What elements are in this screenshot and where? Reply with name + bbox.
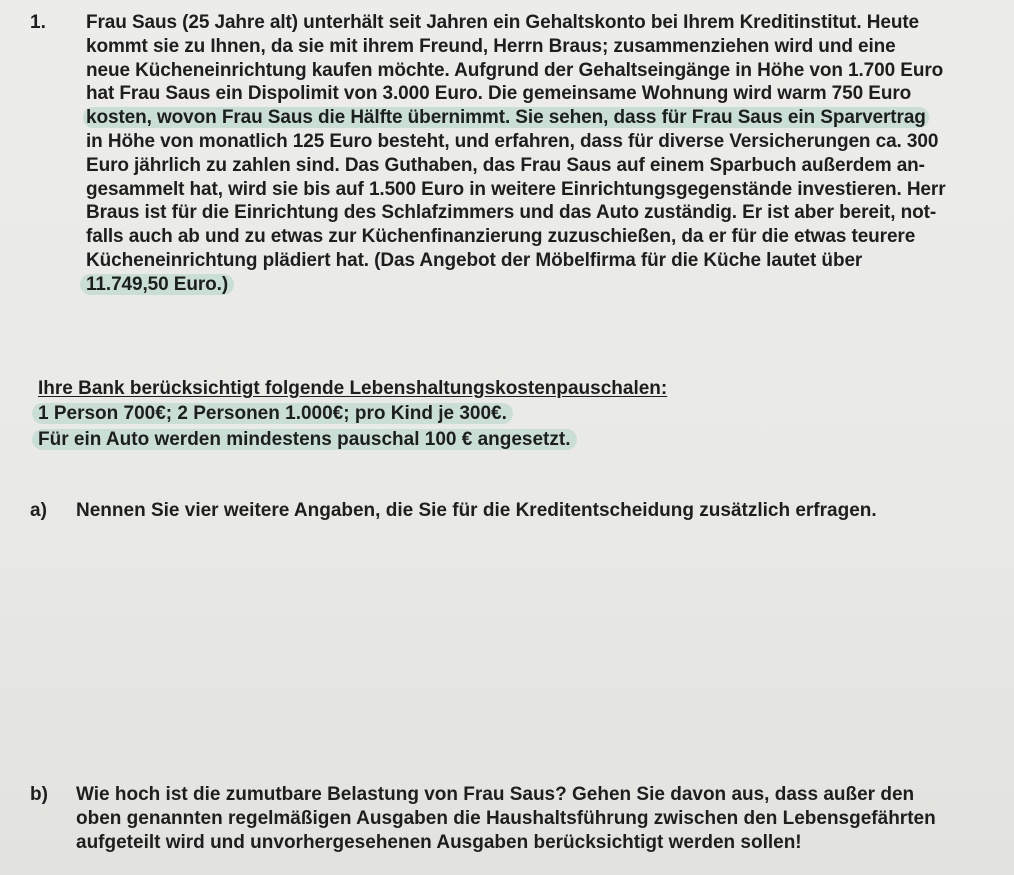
task-line: 11.749,50 Euro.) [86, 273, 986, 297]
question-b-text: Wie hoch ist die zumutbare Belastung von Frau Saus? Gehen Sie davon aus, dass außer den oben genannten regelmäßigen Ausgaben die Haushaltsführung zwischen den Lebensgefährten aufgeteilt wird und unvorhergesehenen Ausgaben berücksichtigt werden sollen! [76, 784, 936, 853]
task-line: neue Kücheneinrichtung kaufen möchte. Aufgrund der Gehaltseingänge in Höhe von 1.700 Euro [86, 59, 944, 81]
task-line: Braus ist für die Einrichtung des Schlafzimmers und das Auto zuständig. Er ist aber bereit, not- [86, 202, 937, 224]
question-b-label: b) [30, 784, 48, 805]
task-line: Frau Saus (25 Jahre alt) unterhält seit Jahren ein Gehaltskonto bei Ihrem Kreditinstitut. Heute [86, 12, 920, 33]
bank-section-title: Ihre Bank berücksichtigt folgende Lebenshaltungskostenpauschalen: [38, 378, 668, 399]
task-line: kosten, wovon Frau Saus die Hälfte übernimmt. Sie sehen, dass für Frau Saus ein Sparvertrag [86, 106, 986, 130]
task-line: kommt sie zu Ihnen, da sie mit ihrem Freund, Herrn Braus; zusammenziehen wird und eine [86, 35, 896, 57]
task-line: Euro jährlich zu zahlen sind. Das Guthaben, das Frau Saus auf einem Sparbuch außerdem an- [86, 154, 925, 176]
question-a-text: Nennen Sie vier weitere Angaben, die Sie für die Kreditentscheidung zusätzlich erfragen. [76, 500, 877, 521]
task-line: gesammelt hat, wird sie bis auf 1.500 Euro in weitere Einrichtungsgegenstände investieren. Herr [86, 178, 946, 200]
task-description [86, 11, 986, 297]
bank-section-car-rate: Für ein Auto werden mindestens pauschal 100 € angesetzt. [38, 427, 577, 452]
task-number: 1. [30, 12, 46, 33]
task-line: hat Frau Saus ein Dispolimit von 3.000 Euro. Die gemeinsame Wohnung wird warm 750 Euro [86, 83, 912, 105]
task-line: in Höhe von monatlich 125 Euro besteht, und erfahren, dass für diverse Versicherungen ca. 300 [86, 130, 939, 152]
task-line: Kücheneinrichtung plädiert hat. (Das Angebot der Möbelfirma für die Küche lautet über [86, 249, 863, 271]
question-a-label: a) [30, 500, 47, 521]
task-line: falls auch ab und zu etwas zur Küchenfinanzierung zuzuschießen, da er für die etwas teurere [86, 226, 916, 248]
bank-section-rates: 1 Person 700€; 2 Personen 1.000€; pro Kind je 300€. [38, 401, 513, 426]
